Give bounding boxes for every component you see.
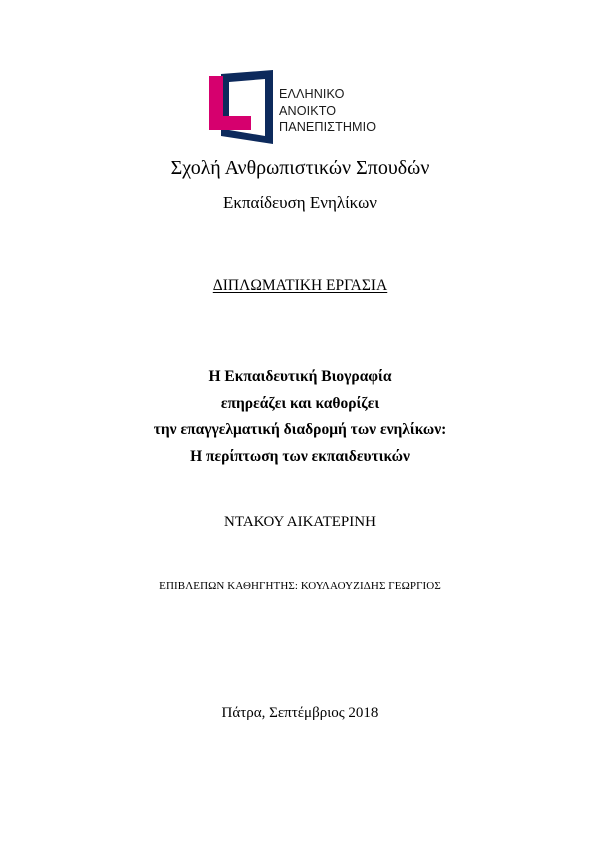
document-type xyxy=(0,276,600,295)
document-type-label: ΔΙΠΛΩΜΑΤΙΚΗ ΕΡΓΑΣΙΑ xyxy=(212,277,388,294)
author-name: ΝΤΑΚΟΥ ΑΙΚΑΤΕΡΙΝΗ xyxy=(224,514,376,530)
logo-line: ΑΝΟΙΚΤΟ xyxy=(279,103,337,118)
logo-wordmark xyxy=(279,86,376,136)
thesis-title xyxy=(0,364,600,470)
logo-line: ΕΛΛΗΝΙΚΟ xyxy=(279,87,345,101)
thesis-title-line: Η Εκπαιδευτική Βιογραφία xyxy=(208,368,392,385)
thesis-title-line: Η περίπτωση των εκπαιδευτικών xyxy=(190,447,410,465)
thesis-title-line: επηρεάζει και καθορίζει xyxy=(220,394,380,412)
logo-line: ΠΑΝΕΠΙΣΤΗΜΙΟ xyxy=(279,120,377,134)
university-logo xyxy=(207,70,397,144)
place-date: Πάτρα, Σεπτέμβριος 2018 xyxy=(221,705,379,721)
school-name: Σχολή Ανθρωπιστικών Σπουδών xyxy=(170,157,430,179)
thesis-title-line: την επαγγελματική διαδρομή των ενηλίκων: xyxy=(153,421,447,438)
logo-emblem-icon xyxy=(207,70,275,144)
program-name: Εκπαίδευση Ενηλίκων xyxy=(223,193,377,212)
supervisor: ΕΠΙΒΛΕΠΩΝ ΚΑΘΗΓΗΤΗΣ: ΚΟΥΛΑΟΥΖΙΔΗΣ ΓΕΩΡΓΙΟΣ xyxy=(159,580,441,592)
